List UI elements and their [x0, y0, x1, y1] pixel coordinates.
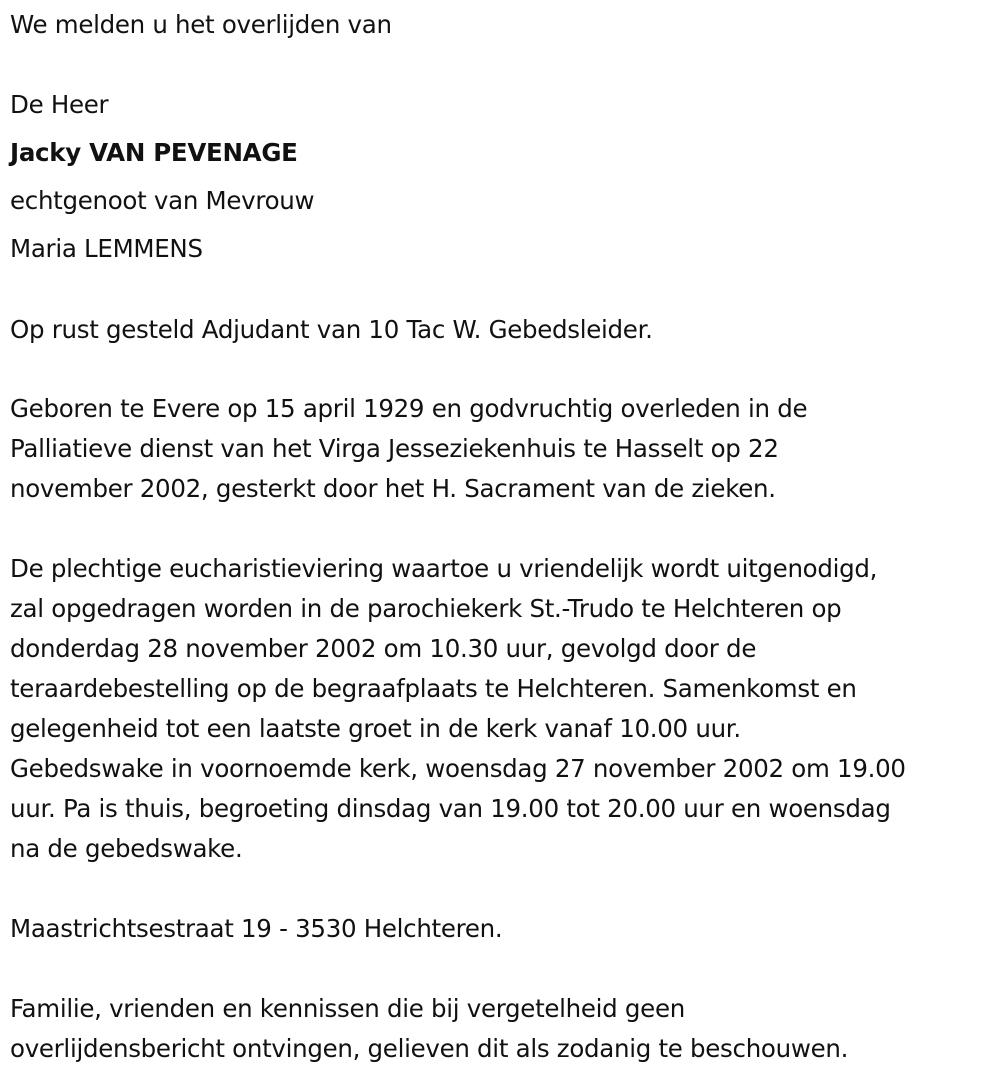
intro-text: We melden u het overlijden van [10, 10, 392, 39]
birth-death-line: Geboren te Evere op 15 april 1929 en godvruchtig overleden in de [10, 394, 808, 423]
ceremony-line: na de gebedswake. [10, 834, 243, 863]
birth-death-line: Palliatieve dienst van het Virga Jesseziekenhuis te Hasselt op 22 [10, 434, 779, 463]
ceremony-line: donderdag 28 november 2002 om 10.30 uur, gevolgd door de [10, 634, 757, 663]
ceremony-line: zal opgedragen worden in de parochiekerk St.-Trudo te Helchteren op [10, 594, 842, 623]
ceremony-line: Gebedswake in voornoemde kerk, woensdag 27 november 2002 om 19.00 [10, 754, 906, 783]
ceremony-line: De plechtige eucharistieviering waartoe u vriendelijk wordt uitgenodigd, [10, 554, 878, 583]
ceremony-line: uur. Pa is thuis, begroeting dinsdag van 19.00 tot 20.00 uur en woensdag [10, 794, 891, 823]
address-text: Maastrichtsestraat 19 - 3530 Helchteren. [10, 914, 503, 943]
closing-line: Familie, vrienden en kennissen die bij vergetelheid geen [10, 994, 685, 1023]
birth-death-line: november 2002, gesterkt door het H. Sacrament van de zieken. [10, 474, 776, 503]
salutation: De Heer [10, 90, 109, 119]
ceremony-line: gelegenheid tot een laatste groet in de kerk vanaf 10.00 uur. [10, 714, 741, 743]
deceased-name: Jacky VAN PEVENAGE [10, 138, 298, 167]
occupation-text: Op rust gesteld Adjudant van 10 Tac W. Gebedsleider. [10, 315, 653, 344]
ceremony-line: teraardebestelling op de begraafplaats te Helchteren. Samenkomst en [10, 674, 857, 703]
spouse-label: echtgenoot van Mevrouw [10, 186, 315, 215]
closing-line: overlijdensbericht ontvingen, gelieven dit als zodanig te beschouwen. [10, 1034, 849, 1063]
spouse-name: Maria LEMMENS [10, 234, 203, 263]
